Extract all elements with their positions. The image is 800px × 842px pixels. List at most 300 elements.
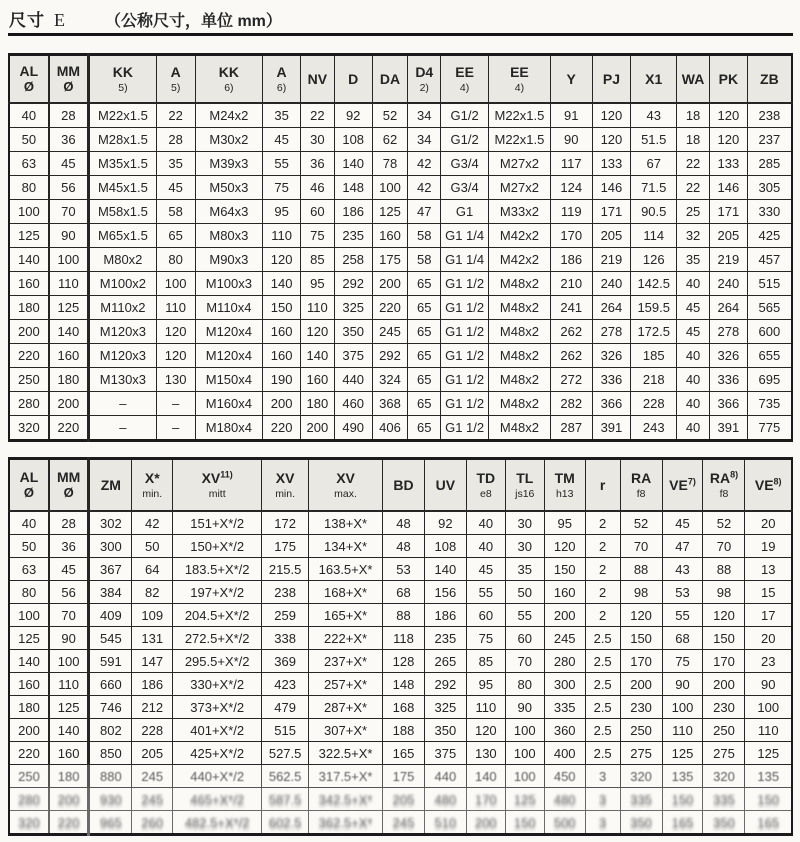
cell: 140 (49, 719, 89, 742)
cell: 3 (585, 788, 620, 811)
cell: 58 (408, 224, 441, 248)
cell: M120x3 (89, 320, 157, 344)
cell: 510 (424, 811, 466, 835)
cell: 423 (262, 673, 309, 696)
cell: 133 (592, 152, 631, 176)
cell: 215.5 (262, 558, 309, 581)
cell: 384 (89, 581, 132, 604)
title-divider (8, 33, 793, 36)
cell: 165+X* (309, 604, 383, 627)
cell: 120 (709, 128, 747, 152)
cell: G1 1/4 (441, 248, 489, 272)
cell: 197+X*/2 (173, 581, 262, 604)
cell: 75 (662, 650, 703, 673)
cell: 110 (156, 296, 195, 320)
cell: 140 (49, 320, 89, 344)
cell: 78 (372, 152, 408, 176)
cell: 237+X* (309, 650, 383, 673)
cell: 90 (550, 128, 592, 152)
column-header: A 5) (156, 55, 195, 104)
cell: 241 (550, 296, 592, 320)
cell: 930 (89, 788, 132, 811)
cell: 2.5 (585, 719, 620, 742)
cell: 180 (49, 368, 89, 392)
cell: 40 (9, 103, 49, 128)
cell: M80x3 (195, 224, 263, 248)
table-row (9, 344, 792, 368)
cell: 366 (592, 392, 631, 416)
cell: 60 (466, 604, 505, 627)
column-header: DA (372, 55, 408, 104)
cell: 545 (89, 627, 132, 650)
cell: 45 (49, 558, 89, 581)
cell: 150 (620, 627, 662, 650)
cell: 65 (408, 368, 441, 392)
cell: 660 (89, 673, 132, 696)
cell: 735 (747, 392, 792, 416)
cell: 130 (466, 742, 505, 765)
cell: 65 (408, 320, 441, 344)
cell: 110 (662, 719, 703, 742)
cell: 98 (703, 581, 745, 604)
cell: 180 (300, 392, 334, 416)
cell: 35 (263, 103, 301, 128)
table-row (9, 696, 792, 719)
cell: M28x1.5 (89, 128, 157, 152)
cell: 42 (132, 511, 173, 535)
cell: 68 (383, 581, 425, 604)
table-row (9, 248, 792, 272)
cell: 85 (300, 248, 334, 272)
cell: 20 (745, 511, 792, 535)
cell: M39x3 (195, 152, 263, 176)
cell: 258 (334, 248, 372, 272)
cell: 62 (372, 128, 408, 152)
cell: 325 (334, 296, 372, 320)
cell: 180 (9, 296, 49, 320)
cell: 278 (709, 320, 747, 344)
cell: 133 (709, 152, 747, 176)
cell: 440 (424, 765, 466, 788)
cell: 180 (49, 765, 89, 788)
cell: 138+X* (309, 511, 383, 535)
cell: M120x4 (195, 320, 263, 344)
cell: 120 (263, 248, 301, 272)
cell: 482.5+X*/2 (173, 811, 262, 835)
cell: 264 (709, 296, 747, 320)
cell: 391 (709, 416, 747, 441)
cell: 110 (466, 696, 505, 719)
cell: 500 (544, 811, 585, 835)
table-row (9, 604, 792, 627)
cell: 120 (300, 320, 334, 344)
cell: 160 (263, 320, 301, 344)
cell: 18 (677, 128, 710, 152)
cell: 100 (505, 719, 544, 742)
cell: 587.5 (262, 788, 309, 811)
cell: 275 (703, 742, 745, 765)
cell: 425+X*/2 (173, 742, 262, 765)
cell: 850 (89, 742, 132, 765)
cell: 172 (262, 511, 309, 535)
cell: 68 (662, 627, 703, 650)
cell: 80 (505, 673, 544, 696)
cell: 235 (334, 224, 372, 248)
cell: M42x2 (489, 224, 551, 248)
cell: 272 (550, 368, 592, 392)
cell: 200 (703, 673, 745, 696)
cell: 375 (424, 742, 466, 765)
cell: 53 (662, 581, 703, 604)
cell: 515 (747, 272, 792, 296)
cell: 150 (745, 788, 792, 811)
cell: 110 (49, 673, 89, 696)
cell: 100 (9, 604, 49, 627)
cell: 90 (745, 673, 792, 696)
table-row (9, 811, 792, 835)
cell: 300 (89, 535, 132, 558)
cell: 100 (49, 248, 89, 272)
cell: 47 (662, 535, 703, 558)
cell: 50 (9, 128, 49, 152)
cell: 40 (677, 344, 710, 368)
cell: 55 (466, 581, 505, 604)
table-row (9, 128, 792, 152)
cell: 36 (300, 152, 334, 176)
cell: 140 (9, 248, 49, 272)
cell: 90 (49, 224, 89, 248)
cell: 212 (132, 696, 173, 719)
column-header: VE$^{8)}$ (745, 459, 792, 512)
cell: 565 (747, 296, 792, 320)
cell: 92 (334, 103, 372, 128)
cell: 56 (49, 176, 89, 200)
title-note: （公称尺寸，单位 mm） (105, 13, 282, 30)
table-row (9, 392, 792, 416)
cell: 43 (662, 558, 703, 581)
cell: M180x4 (195, 416, 263, 441)
cell: 125 (505, 788, 544, 811)
cell: 50 (505, 581, 544, 604)
cell: 150+X*/2 (173, 535, 262, 558)
cell: 243 (631, 416, 677, 441)
cell: 391 (592, 416, 631, 441)
cell: 360 (544, 719, 585, 742)
cell: 34 (408, 128, 441, 152)
cell: 65 (408, 296, 441, 320)
cell: 257+X* (309, 673, 383, 696)
cell: 135 (662, 765, 703, 788)
cell: 160 (9, 673, 49, 696)
cell: 200 (9, 320, 49, 344)
column-header: D4 2) (408, 55, 441, 104)
cell: 238 (747, 103, 792, 128)
cell: 90.5 (631, 200, 677, 224)
cell: 13 (745, 558, 792, 581)
cell: 280 (9, 392, 49, 416)
cell: 75 (466, 627, 505, 650)
cell: 366 (709, 392, 747, 416)
cell: 264 (592, 296, 631, 320)
cell: 100 (505, 742, 544, 765)
cell: 350 (334, 320, 372, 344)
column-header: PK (709, 55, 747, 104)
column-header: r (585, 459, 620, 512)
cell: M22x1.5 (489, 103, 551, 128)
cell: G3/4 (441, 176, 489, 200)
column-header: X1 (631, 55, 677, 104)
cell: 98 (620, 581, 662, 604)
cell: M24x2 (195, 103, 263, 128)
cell: 602.5 (262, 811, 309, 835)
cell: 2 (585, 604, 620, 627)
cell: 18 (677, 103, 710, 128)
column-header: TD e8 (466, 459, 505, 512)
cell: 108 (334, 128, 372, 152)
cell: 125 (49, 696, 89, 719)
cell: 204.5+X*/2 (173, 604, 262, 627)
table-row (9, 581, 792, 604)
cell: 245 (544, 627, 585, 650)
cell: 527.5 (262, 742, 309, 765)
cell: 160 (49, 344, 89, 368)
column-header: EE 4) (489, 55, 551, 104)
dimension-code-title (9, 6, 79, 35)
cell: M130x3 (89, 368, 157, 392)
cell: 135 (745, 765, 792, 788)
table-row (9, 765, 792, 788)
cell: 40 (677, 272, 710, 296)
cell: 307+X* (309, 719, 383, 742)
cell: 108 (424, 535, 466, 558)
cell: M160x4 (195, 392, 263, 416)
cell: 110 (300, 296, 334, 320)
cell: M64x3 (195, 200, 263, 224)
cell: 30 (505, 535, 544, 558)
cell: 205 (592, 224, 631, 248)
cell: 147 (132, 650, 173, 673)
cell: 45 (156, 176, 195, 200)
cell: 330 (747, 200, 792, 224)
cell: 300 (544, 673, 585, 696)
cell: 95 (544, 511, 585, 535)
cell: 120 (592, 128, 631, 152)
cell: 325 (424, 696, 466, 719)
cell: 25 (677, 200, 710, 224)
cell: 335 (544, 696, 585, 719)
cell: 120 (592, 103, 631, 128)
cell: 148 (334, 176, 372, 200)
cell: 200 (544, 604, 585, 627)
cell: 75 (263, 176, 301, 200)
cell: 28 (49, 511, 89, 535)
cell: 401+X*/2 (173, 719, 262, 742)
cell: – (89, 416, 157, 441)
cell: 60 (505, 627, 544, 650)
cell: 330+X*/2 (173, 673, 262, 696)
cell: 150 (544, 558, 585, 581)
cell: 128 (383, 650, 425, 673)
cell: 2.5 (585, 650, 620, 673)
cell: 367 (89, 558, 132, 581)
cell: 35 (505, 558, 544, 581)
cell: 262 (550, 320, 592, 344)
cell: G1/2 (441, 128, 489, 152)
cell: 126 (631, 248, 677, 272)
cell: 260 (132, 811, 173, 835)
cell: 119 (550, 200, 592, 224)
cell: 47 (408, 200, 441, 224)
cell: 292 (334, 272, 372, 296)
cell: 118 (383, 627, 425, 650)
cell: 170 (466, 788, 505, 811)
header-row (9, 55, 792, 104)
cell: 262 (550, 344, 592, 368)
cell: 562.5 (262, 765, 309, 788)
cell: 165 (383, 742, 425, 765)
cell: 19 (745, 535, 792, 558)
cell: 188 (383, 719, 425, 742)
cell: 95 (300, 272, 334, 296)
cell: 34 (408, 103, 441, 128)
cell: 287 (550, 416, 592, 441)
cell: 100 (662, 696, 703, 719)
cell: 45 (466, 558, 505, 581)
cell: 140 (263, 272, 301, 296)
cell: 245 (372, 320, 408, 344)
cell: 82 (132, 581, 173, 604)
cell: 134+X* (309, 535, 383, 558)
column-header: XV$^{11)}$ mitt (173, 459, 262, 512)
cell: M50x3 (195, 176, 263, 200)
cell: 15 (745, 581, 792, 604)
cell: 88 (620, 558, 662, 581)
cell: M27x2 (489, 176, 551, 200)
cell: 200 (49, 392, 89, 416)
cell: 324 (372, 368, 408, 392)
cell: 90 (662, 673, 703, 696)
cell: 60 (300, 200, 334, 224)
cell: 2.5 (585, 742, 620, 765)
cell: 36 (49, 128, 89, 152)
cell: 2 (585, 535, 620, 558)
cell: 22 (300, 103, 334, 128)
table-row (9, 272, 792, 296)
cell: 163.5+X* (309, 558, 383, 581)
cell: 50 (9, 535, 49, 558)
cell: 100 (745, 696, 792, 719)
cell: 120 (709, 103, 747, 128)
cell: 320 (703, 765, 745, 788)
cell: 237 (747, 128, 792, 152)
cell: 46 (300, 176, 334, 200)
cell: 150 (703, 627, 745, 650)
cell: G1 1/2 (441, 344, 489, 368)
cell: 317.5+X* (309, 765, 383, 788)
cell: 280 (544, 650, 585, 673)
cell: 52 (703, 511, 745, 535)
cell: 58 (408, 248, 441, 272)
cell: 40 (677, 392, 710, 416)
cell: 490 (334, 416, 372, 441)
cell: 2.5 (585, 673, 620, 696)
column-header: VE$^{7)}$ (662, 459, 703, 512)
cell: 70 (703, 535, 745, 558)
cell: 220 (9, 742, 49, 765)
cell: M65x1.5 (89, 224, 157, 248)
cell: 130 (156, 368, 195, 392)
cell: 160 (372, 224, 408, 248)
cell: 200 (263, 392, 301, 416)
cell: 151+X*/2 (173, 511, 262, 535)
cell: 88 (703, 558, 745, 581)
cell: 245 (132, 765, 173, 788)
cell: 63 (9, 558, 49, 581)
cell: 292 (424, 673, 466, 696)
header-row (9, 459, 792, 512)
cell: 65 (408, 344, 441, 368)
cell: M22x1.5 (489, 128, 551, 152)
cell: 23 (745, 650, 792, 673)
cell: 165 (745, 811, 792, 835)
cell: 2.5 (585, 696, 620, 719)
cell: 22 (677, 176, 710, 200)
table-row (9, 650, 792, 673)
cell: 238 (262, 581, 309, 604)
cell: 90 (505, 696, 544, 719)
cell: 120 (703, 604, 745, 627)
cell: M48x2 (489, 296, 551, 320)
cell: 175 (262, 535, 309, 558)
column-header: D (334, 55, 372, 104)
cell: 183.5+X*/2 (173, 558, 262, 581)
cell: 591 (89, 650, 132, 673)
cell: 88 (383, 604, 425, 627)
cell: 278 (592, 320, 631, 344)
cell: 235 (424, 627, 466, 650)
cell: M80x2 (89, 248, 157, 272)
cell: 180 (9, 696, 49, 719)
table-row (9, 296, 792, 320)
cell: 342.5+X* (309, 788, 383, 811)
cell: M48x2 (489, 416, 551, 441)
cell: M150x4 (195, 368, 263, 392)
cell: 190 (263, 368, 301, 392)
cell: – (156, 416, 195, 441)
cell: 150 (505, 811, 544, 835)
cell: G1/2 (441, 103, 489, 128)
column-header: PJ (592, 55, 631, 104)
cell: 156 (424, 581, 466, 604)
cell: 160 (544, 581, 585, 604)
cell: 2.5 (585, 627, 620, 650)
cell: G3/4 (441, 152, 489, 176)
cell: 369 (262, 650, 309, 673)
cell: 100 (505, 765, 544, 788)
cell: M45x1.5 (89, 176, 157, 200)
cell: M48x2 (489, 368, 551, 392)
cell: 65 (408, 392, 441, 416)
cell: 160 (263, 344, 301, 368)
cell: 460 (334, 392, 372, 416)
cell: 125 (9, 224, 49, 248)
cell: 200 (372, 272, 408, 296)
cell: 480 (544, 788, 585, 811)
cell: G1 1/4 (441, 224, 489, 248)
cell: 175 (372, 248, 408, 272)
table-row (9, 788, 792, 811)
cell: 110 (745, 719, 792, 742)
